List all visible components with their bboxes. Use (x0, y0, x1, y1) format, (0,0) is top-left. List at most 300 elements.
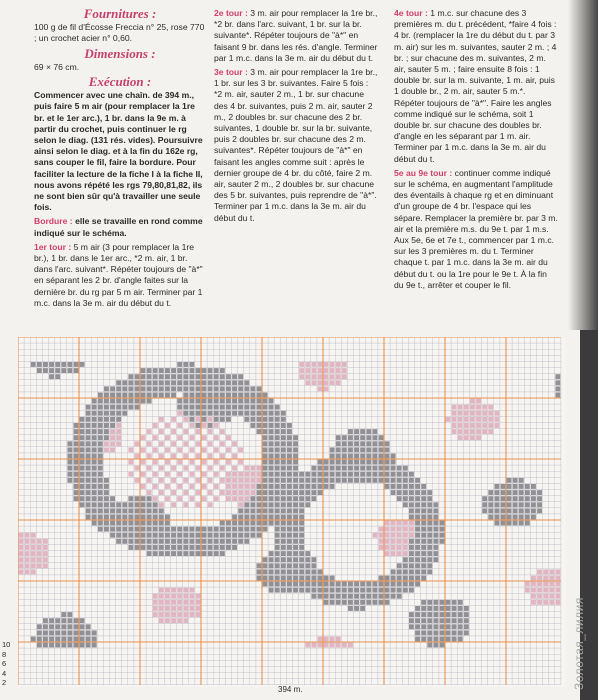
stitch-cell (324, 380, 329, 385)
stitch-cell (263, 435, 268, 440)
stitch-cell (147, 466, 152, 471)
stitch-cell (74, 435, 79, 440)
stitch-cell (159, 393, 164, 398)
stitch-cell (336, 435, 341, 440)
stitch-cell (196, 405, 201, 410)
stitch-cell (189, 594, 194, 599)
stitch-cell (299, 496, 304, 501)
stitch-cell (482, 508, 487, 513)
stitch-cell (226, 496, 231, 501)
stitch-cell (98, 411, 103, 416)
stitch-cell (421, 521, 426, 526)
stitch-cell (385, 478, 390, 483)
stitch-cell (385, 576, 390, 581)
stitch-cell (525, 496, 530, 501)
stitch-cell (433, 630, 438, 635)
stitch-cell (37, 545, 42, 550)
stitch-cell (263, 582, 268, 587)
stitch-cell (128, 539, 133, 544)
stitch-cell (397, 484, 402, 489)
stitch-cell (202, 380, 207, 385)
stitch-cell (208, 417, 213, 422)
stitch-cell (135, 441, 140, 446)
stitch-cell (43, 539, 48, 544)
stitch-cell (67, 447, 72, 452)
stitch-cell (385, 527, 390, 532)
stitch-cell (43, 637, 48, 642)
stitch-cell (318, 466, 323, 471)
stitch-cell (281, 447, 286, 452)
stitch-cell (360, 594, 365, 599)
stitch-cell (153, 374, 158, 379)
stitch-cell (202, 545, 207, 550)
stitch-cell (409, 533, 414, 538)
stitch-cell (116, 423, 121, 428)
stitch-cell (196, 478, 201, 483)
stitch-cell (128, 508, 133, 513)
stitch-cell (147, 441, 152, 446)
stitch-cell (415, 478, 420, 483)
stitch-cell (409, 588, 414, 593)
stitch-cell (208, 502, 213, 507)
stitch-cell (427, 557, 432, 562)
stitch-cell (330, 460, 335, 465)
stitch-cell (257, 576, 262, 581)
stitch-cell (403, 563, 408, 568)
stitch-cell (37, 630, 42, 635)
stitch-cell (104, 399, 109, 404)
stitch-cell (330, 447, 335, 452)
stitch-cell (501, 502, 506, 507)
stitch-cell (202, 411, 207, 416)
stitch-cell (128, 386, 133, 391)
stitch-cell (421, 539, 426, 544)
stitch-cell (208, 551, 213, 556)
stitch-cell (336, 362, 341, 367)
stitch-cell (98, 435, 103, 440)
stitch-cell (342, 447, 347, 452)
stitch-cell (202, 417, 207, 422)
stitch-cell (116, 429, 121, 434)
stitch-cell (116, 533, 121, 538)
stitch-cell (165, 368, 170, 373)
stitch-cell (196, 551, 201, 556)
stitch-cell (135, 386, 140, 391)
stitch-cell (177, 496, 182, 501)
stitch-cell (372, 588, 377, 593)
stitch-cell (232, 527, 237, 532)
stitch-cell (531, 508, 536, 513)
stitch-cell (202, 374, 207, 379)
stitch-cell (165, 612, 170, 617)
stitch-cell (275, 423, 280, 428)
stitch-cell (159, 429, 164, 434)
stitch-cell (354, 429, 359, 434)
stitch-cell (379, 472, 384, 477)
stitch-cell (86, 624, 91, 629)
stitch-cell (501, 515, 506, 520)
stitch-cell (116, 386, 121, 391)
stitch-cell (464, 423, 469, 428)
stitch-cell (293, 466, 298, 471)
stitch-cell (110, 429, 115, 434)
stitch-cell (61, 362, 66, 367)
stitch-cell (513, 521, 518, 526)
stitch-cell (543, 588, 548, 593)
stitch-cell (415, 637, 420, 642)
stitch-cell (147, 545, 152, 550)
stitch-cell (287, 545, 292, 550)
stitch-cell (238, 386, 243, 391)
stitch-cell (250, 386, 255, 391)
stitch-cell (281, 521, 286, 526)
stitch-cell (153, 435, 158, 440)
stitch-cell (67, 618, 72, 623)
stitch-cell (141, 386, 146, 391)
stitch-cell (110, 417, 115, 422)
right-column (394, 8, 558, 294)
stitch-cell (98, 441, 103, 446)
stitch-cell (299, 533, 304, 538)
stitch-cell (488, 496, 493, 501)
stitch-cell (324, 478, 329, 483)
stitch-cell (403, 551, 408, 556)
stitch-cell (43, 563, 48, 568)
stitch-cell (147, 527, 152, 532)
stitch-cell (269, 417, 274, 422)
stitch-cell (372, 582, 377, 587)
stitch-cell (159, 478, 164, 483)
stitch-cell (165, 533, 170, 538)
stitch-cell (208, 539, 213, 544)
stitch-cell (476, 423, 481, 428)
stitch-cell (318, 460, 323, 465)
stitch-cell (92, 405, 97, 410)
stitch-cell (257, 393, 262, 398)
stitch-cell (275, 466, 280, 471)
stitch-cell (214, 533, 219, 538)
stitch-cell (122, 539, 127, 544)
stitch-cell (299, 484, 304, 489)
stitch-cell (324, 600, 329, 605)
stitch-cell (244, 466, 249, 471)
stitch-cell (159, 594, 164, 599)
stitch-cell (141, 515, 146, 520)
stitch-cell (403, 533, 408, 538)
stitch-cell (287, 551, 292, 556)
stitch-cell (202, 527, 207, 532)
stitch-cell (165, 594, 170, 599)
stitch-cell (458, 405, 463, 410)
stitch-cell (324, 460, 329, 465)
stitch-cell (257, 496, 262, 501)
stitch-cell (263, 557, 268, 562)
stitch-cell (427, 533, 432, 538)
stitch-cell (37, 643, 42, 648)
stitch-cell (488, 405, 493, 410)
stitch-cell (263, 405, 268, 410)
stitch-cell (257, 490, 262, 495)
stitch-cell (31, 539, 36, 544)
stitch-cell (165, 588, 170, 593)
stitch-cell (385, 466, 390, 471)
stitch-cell (165, 472, 170, 477)
stitch-cell (275, 411, 280, 416)
stitch-cell (43, 630, 48, 635)
stitch-cell (494, 515, 499, 520)
stitch-cell (519, 478, 524, 483)
stitch-cell (74, 478, 79, 483)
stitch-cell (128, 533, 133, 538)
stitch-cell (269, 423, 274, 428)
stitch-cell (226, 472, 231, 477)
stitch-cell (330, 478, 335, 483)
stitch-cell (366, 441, 371, 446)
stitch-cell (159, 368, 164, 373)
stitch-cell (147, 399, 152, 404)
stitch-cell (409, 472, 414, 477)
stitch-cell (171, 502, 176, 507)
stitch-cell (452, 600, 457, 605)
stitch-cell (183, 533, 188, 538)
stitch-cell (153, 533, 158, 538)
stitch-cell (305, 368, 310, 373)
stitch-cell (116, 441, 121, 446)
stitch-cell (336, 582, 341, 587)
stitch-cell (232, 545, 237, 550)
stitch-cell (281, 490, 286, 495)
stitch-cell (397, 496, 402, 501)
stitch-cell (427, 521, 432, 526)
stitch-cell (238, 521, 243, 526)
stitch-cell (43, 557, 48, 562)
stitch-cell (409, 545, 414, 550)
stitch-cell (153, 447, 158, 452)
stitch-cell (281, 527, 286, 532)
stitch-cell (275, 588, 280, 593)
stitch-cell (183, 527, 188, 532)
stitch-cell (531, 496, 536, 501)
stitch-cell (98, 399, 103, 404)
stitch-cell (421, 527, 426, 532)
stitch-cell (116, 515, 121, 520)
stitch-cell (183, 362, 188, 367)
stitch-cell (269, 478, 274, 483)
stitch-cell (98, 429, 103, 434)
stitch-cell (232, 533, 237, 538)
stitch-cell (92, 423, 97, 428)
stitch-cell (189, 460, 194, 465)
stitch-cell (513, 502, 518, 507)
stitch-cell (257, 429, 262, 434)
stitch-cell (342, 588, 347, 593)
stitch-cell (74, 490, 79, 495)
stitch-cell (86, 496, 91, 501)
stitch-cell (281, 460, 286, 465)
stitch-cell (104, 417, 109, 422)
stitch-cell (67, 478, 72, 483)
stitch-cell (299, 515, 304, 520)
stitch-cell (354, 582, 359, 587)
stitch-cell (147, 490, 152, 495)
stitch-cell (189, 399, 194, 404)
stitch-cell (147, 551, 152, 556)
stitch-cell (293, 563, 298, 568)
stitch-cell (324, 594, 329, 599)
stitch-cell (202, 460, 207, 465)
stitch-cell (165, 435, 170, 440)
stitch-cell (214, 472, 219, 477)
stitch-cell (104, 490, 109, 495)
stitch-cell (141, 399, 146, 404)
stitch-cell (226, 545, 231, 550)
stitch-cell (501, 484, 506, 489)
stitch-cell (311, 374, 316, 379)
stitch-cell (269, 399, 274, 404)
stitch-cell (220, 551, 225, 556)
stitch-cell (257, 508, 262, 513)
stitch-cell (98, 496, 103, 501)
stitch-cell (360, 588, 365, 593)
stitch-cell (25, 563, 30, 568)
stitch-cell (311, 582, 316, 587)
stitch-cell (232, 441, 237, 446)
stitch-cell (293, 490, 298, 495)
stitch-cell (305, 380, 310, 385)
stitch-cell (403, 466, 408, 471)
stitch-cell (177, 386, 182, 391)
stitch-cell (336, 478, 341, 483)
stitch-cell (189, 405, 194, 410)
stitch-cell (525, 588, 530, 593)
stitch-cell (128, 374, 133, 379)
stitch-cell (397, 466, 402, 471)
stitch-cell (299, 569, 304, 574)
bordure-text: elle se travaille en rond comme indiqué sur le schéma. (34, 216, 203, 238)
stitch-cell (293, 533, 298, 538)
stitch-cell (171, 466, 176, 471)
stitch-cell (238, 411, 243, 416)
stitch-cell (220, 539, 225, 544)
stitch-cell (275, 569, 280, 574)
stitch-cell (433, 502, 438, 507)
stitch-cell (67, 472, 72, 477)
stitch-cell (220, 405, 225, 410)
stitch-cell (379, 527, 384, 532)
stitch-cell (397, 527, 402, 532)
stitch-cell (348, 447, 353, 452)
stitch-cell (226, 399, 231, 404)
stitch-cell (257, 569, 262, 574)
stitch-cell (446, 612, 451, 617)
stitch-cell (250, 478, 255, 483)
stitch-cell (153, 545, 158, 550)
stitch-cell (275, 441, 280, 446)
stitch-cell (55, 624, 60, 629)
stitch-cell (244, 484, 249, 489)
stitch-cell (19, 545, 24, 550)
stitch-cell (293, 447, 298, 452)
stitch-cell (525, 582, 530, 587)
stitch-cell (153, 515, 158, 520)
stitch-cell (452, 423, 457, 428)
stitch-cell (49, 368, 54, 373)
stitch-cell (202, 399, 207, 404)
stitch-cell (183, 588, 188, 593)
stitch-cell (98, 521, 103, 526)
stitch-cell (183, 618, 188, 623)
stitch-cell (379, 435, 384, 440)
stitch-cell (281, 484, 286, 489)
stitch-cell (525, 515, 530, 520)
stitch-cell (238, 490, 243, 495)
stitch-cell (171, 454, 176, 459)
stitch-cell (177, 405, 182, 410)
stitch-cell (55, 368, 60, 373)
stitch-cell (25, 557, 30, 562)
stitch-cell (177, 447, 182, 452)
stitch-cell (37, 539, 42, 544)
stitch-cell (250, 423, 255, 428)
stitch-cell (208, 399, 213, 404)
stitch-cell (80, 637, 85, 642)
stitch-cell (360, 460, 365, 465)
stitch-cell (324, 576, 329, 581)
stitch-cell (165, 545, 170, 550)
stitch-cell (287, 466, 292, 471)
stitch-cell (330, 600, 335, 605)
stitch-cell (507, 478, 512, 483)
stitch-cell (299, 551, 304, 556)
stitch-cell (116, 411, 121, 416)
stitch-cell (464, 429, 469, 434)
stitch-cell (232, 478, 237, 483)
stitch-cell (80, 472, 85, 477)
stitch-cell (104, 423, 109, 428)
stitch-cell (128, 393, 133, 398)
stitch-cell (318, 368, 323, 373)
stitch-cell (275, 576, 280, 581)
stitch-cell (311, 563, 316, 568)
stitch-cell (440, 539, 445, 544)
stitch-cell (470, 399, 475, 404)
stitch-cell (427, 624, 432, 629)
stitch-cell (74, 460, 79, 465)
stitch-cell (330, 368, 335, 373)
stitch-cell (189, 386, 194, 391)
stitch-cell (263, 508, 268, 513)
stitch-cell (488, 515, 493, 520)
stitch-cell (61, 630, 66, 635)
stitch-cell (159, 551, 164, 556)
stitch-cell (244, 380, 249, 385)
stitch-cell (128, 380, 133, 385)
stitch-cell (421, 618, 426, 623)
stitch-cell (421, 630, 426, 635)
stitch-cell (19, 563, 24, 568)
stitch-cell (281, 563, 286, 568)
stitch-cell (208, 478, 213, 483)
stitch-cell (330, 484, 335, 489)
stitch-cell (525, 508, 530, 513)
stitch-cell (287, 447, 292, 452)
stitch-cell (110, 423, 115, 428)
stitch-cell (92, 515, 97, 520)
stitch-cell (196, 386, 201, 391)
stitch-cell (159, 374, 164, 379)
stitch-cell (397, 594, 402, 599)
stitch-cell (305, 484, 310, 489)
